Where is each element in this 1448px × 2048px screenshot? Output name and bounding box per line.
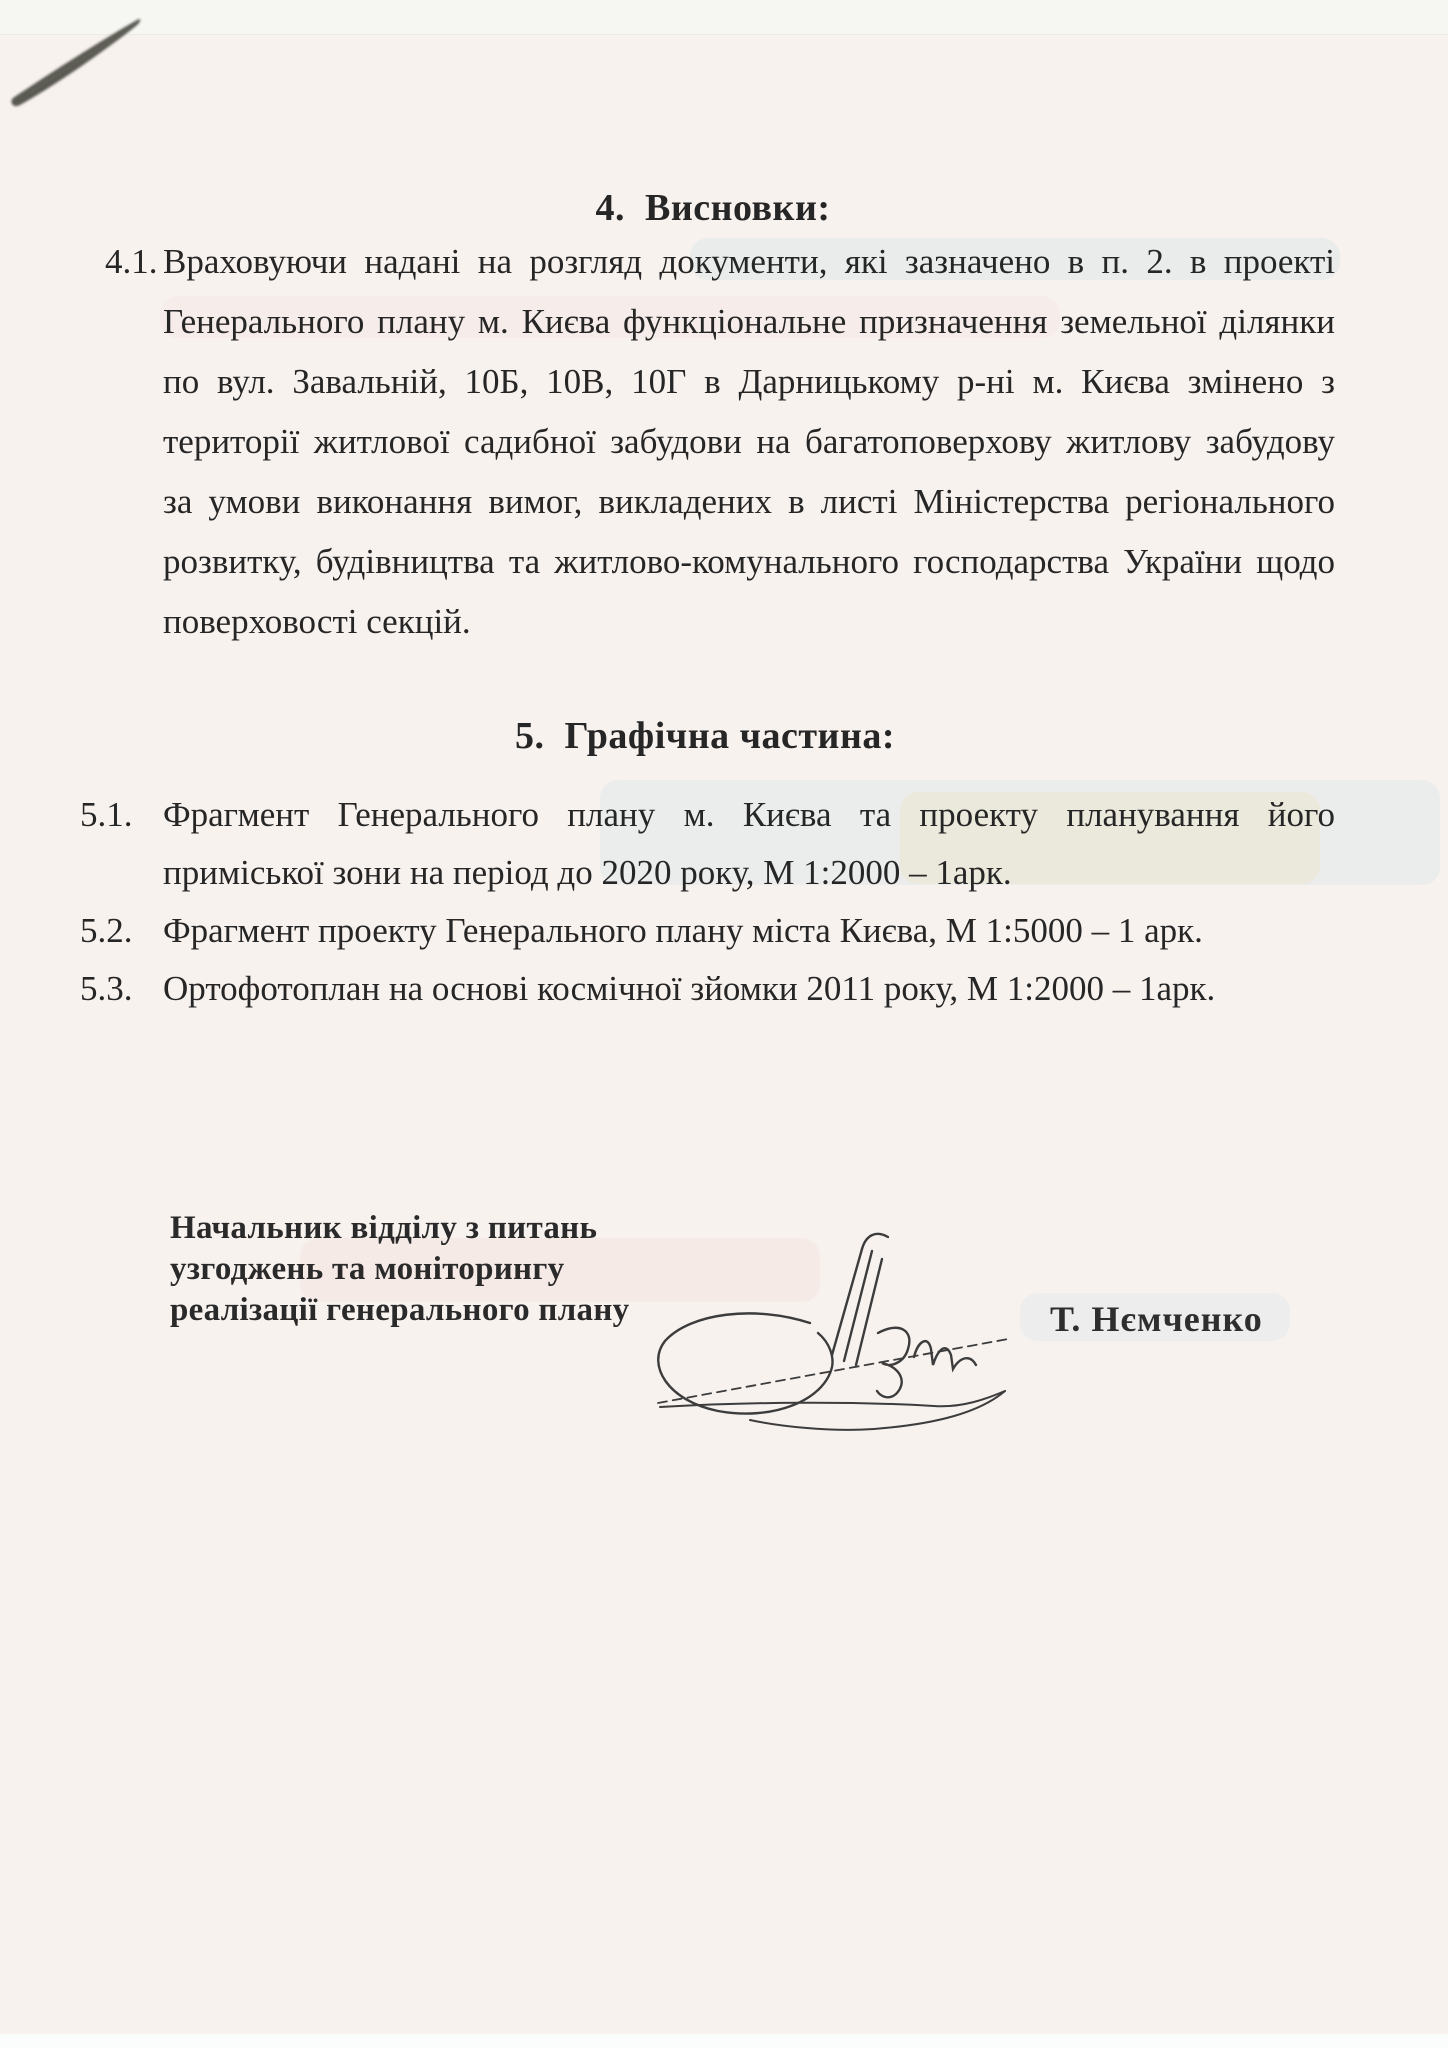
handwritten-signature [510, 1215, 1030, 1440]
clause-4-1 [105, 232, 1335, 652]
signatory-title-line: Начальник відділу з питань [170, 1210, 598, 1246]
clause-5-1 [80, 786, 1335, 902]
clause-4-1-line: розвитку, будівництва та житлово-комунального господарства України щодо [163, 542, 1335, 581]
clause-4-1-line: Враховуючи надані на розгляд документи, які зазначено в п. 2. в проекті [163, 242, 1335, 281]
signatory-title-line: реалізації генерального плану [170, 1292, 630, 1328]
section-4-title: Висновки: [644, 187, 831, 229]
clause-5-3-text: Ортофотоплан на основі космічної зйомки 2011 року, М 1:2000 – 1арк. [163, 969, 1216, 1008]
clause-5-2-number: 5.2. [80, 911, 133, 950]
section-5-title: Графічна частина: [564, 715, 895, 757]
clause-5-3 [80, 960, 1335, 1018]
clause-5-2-text: Фрагмент проекту Генерального плану міста Києва, М 1:5000 – 1 арк. [163, 911, 1203, 950]
clause-4-1-line: Генерального плану м. Києва функціональне призначення земельної ділянки [163, 302, 1335, 341]
scanner-bottom-edge [0, 2034, 1448, 2048]
section-5-number: 5. [515, 715, 545, 757]
corner-fold-streak [0, 0, 220, 130]
clause-5-1-line: Фрагмент Генерального плану м. Києва та проекту планування його [163, 795, 1335, 834]
signatory-name: Т. Нємченко [1050, 1299, 1263, 1339]
clause-4-1-line: поверховості секцій. [163, 602, 471, 641]
clause-5-3-number: 5.3. [80, 969, 133, 1008]
section-4-heading [0, 186, 1437, 230]
clause-4-1-line: за умови виконання вимог, викладених в листі Міністерства регіонального [163, 482, 1335, 521]
clause-5-2 [80, 902, 1335, 960]
signatory-title-line: узгоджень та моніторингу [170, 1251, 565, 1287]
clause-5-1-line: приміської зони на період до 2020 року, М 1:2000 – 1арк. [163, 853, 1012, 892]
clause-4-1-line: території житлової садибної забудови на багатоповерхову житлову забудову [163, 422, 1335, 461]
clause-5-1-number: 5.1. [80, 795, 133, 834]
section-5-heading [0, 714, 1429, 758]
clause-4-1-line: по вул. Завальній, 10Б, 10В, 10Г в Дарницькому р-ні м. Києва змінено з [163, 362, 1335, 401]
clause-4-1-number: 4.1. [105, 242, 158, 281]
section-4-number: 4. [595, 187, 625, 229]
